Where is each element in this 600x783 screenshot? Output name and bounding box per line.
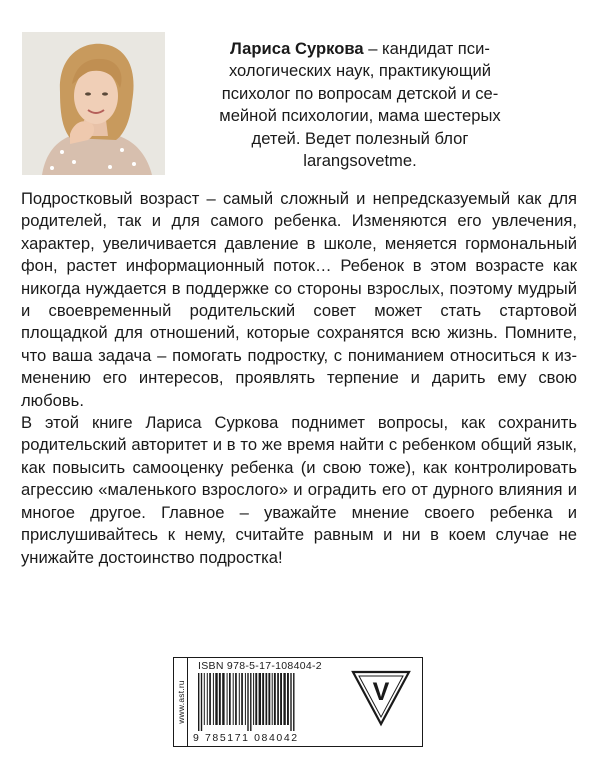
barcode-bar <box>277 673 279 725</box>
barcode-bar <box>280 673 282 725</box>
author-bio-line: хологических наук, практикующий <box>228 61 492 81</box>
barcode-bars <box>198 673 344 733</box>
author-bio-line: – кандидат пси- <box>368 39 490 58</box>
isbn-label: ISBN 978-5-17-108404-2 <box>198 660 322 672</box>
author-photo <box>22 32 165 175</box>
barcode-bar <box>215 673 217 725</box>
barcode-bar <box>250 673 251 731</box>
book-description <box>21 188 577 569</box>
barcode-block <box>173 657 423 747</box>
barcode-bar <box>209 673 211 725</box>
barcode-bar <box>293 673 294 731</box>
barcode-bar <box>266 673 268 725</box>
barcode-bar <box>287 673 289 725</box>
author-bio-line: мейной психологии, мама шестерых <box>219 106 501 126</box>
description-paragraph: В этой книге Лариса Суркова поднимет вопросы, как сохранить родительский авторитет и в то же время найти с ребенком общий язык, как повысить самооценку ребенка (и свою тоже), как контролировать агрессию «маленького взрослого» и оградить его от дурного влияния и многое другое. Главное – уважайте мнение своего ребенка и прислушивайтесь к нему, считайте равным и ни в коем случае не унижайте достоинство подростка! <box>21 413 577 567</box>
barcode-bar <box>207 673 208 725</box>
barcode-bar <box>283 673 285 725</box>
barcode-bar <box>253 673 254 725</box>
barcode-bar <box>235 673 237 725</box>
barcode-bar <box>259 673 261 725</box>
barcode-bar <box>262 673 264 725</box>
barcode-bar <box>272 673 273 725</box>
barcode-bar <box>233 673 234 725</box>
barcode-bar <box>222 673 224 725</box>
barcode-bar <box>201 673 202 731</box>
barcode-number: 9 785171 084042 <box>193 732 299 744</box>
description-paragraph: Подростковый возраст – самый сложный и непредсказуемый как для родителей, так и для самого ребенка. Изменяются его увлечения, характер, увеличивается давление в школе, меняется гормональный фон, растет информационный поток… Ребенок в этом возрасте как никогда нуждается в поддержке со стороны взрослых, поэтому мудрый и своевременный родительский совет может стать стартовой площадкой для отношений, которые сохранятся всю жизнь. Помните, что ваша задача – помогать подростку, с пониманием относиться к изменению его интересов, проявлять терпение и дарить ему свою любовь. <box>21 189 577 410</box>
publisher-site <box>174 658 188 746</box>
publisher-logo-icon <box>350 666 412 728</box>
barcode-bar <box>213 673 214 725</box>
author-bio-line: психолог по вопросам детской и се- <box>221 83 499 103</box>
barcode-bar <box>204 673 205 725</box>
author-bio-line: детей. Ведет полезный блог <box>251 128 469 148</box>
barcode-bar <box>229 673 231 725</box>
barcode-bar <box>219 673 221 725</box>
barcode-bar <box>227 673 228 725</box>
barcode-bar <box>245 673 246 725</box>
barcode-bar <box>290 673 291 731</box>
barcode-bar <box>247 673 248 731</box>
barcode-bar <box>239 673 240 725</box>
author-bio-line: larangsovetme. <box>303 151 417 171</box>
author-bio <box>180 38 540 172</box>
barcode-bar <box>198 673 199 731</box>
barcode-bar <box>255 673 257 725</box>
barcode-bar <box>241 673 243 725</box>
barcode-bar <box>274 673 276 725</box>
publisher-site-text: www.ast.ru <box>175 680 186 724</box>
author-portrait-image <box>22 32 165 175</box>
author-name: Лариса Суркова <box>230 39 364 58</box>
publisher-logo-letter: V <box>372 678 390 706</box>
barcode-bar <box>268 673 270 725</box>
